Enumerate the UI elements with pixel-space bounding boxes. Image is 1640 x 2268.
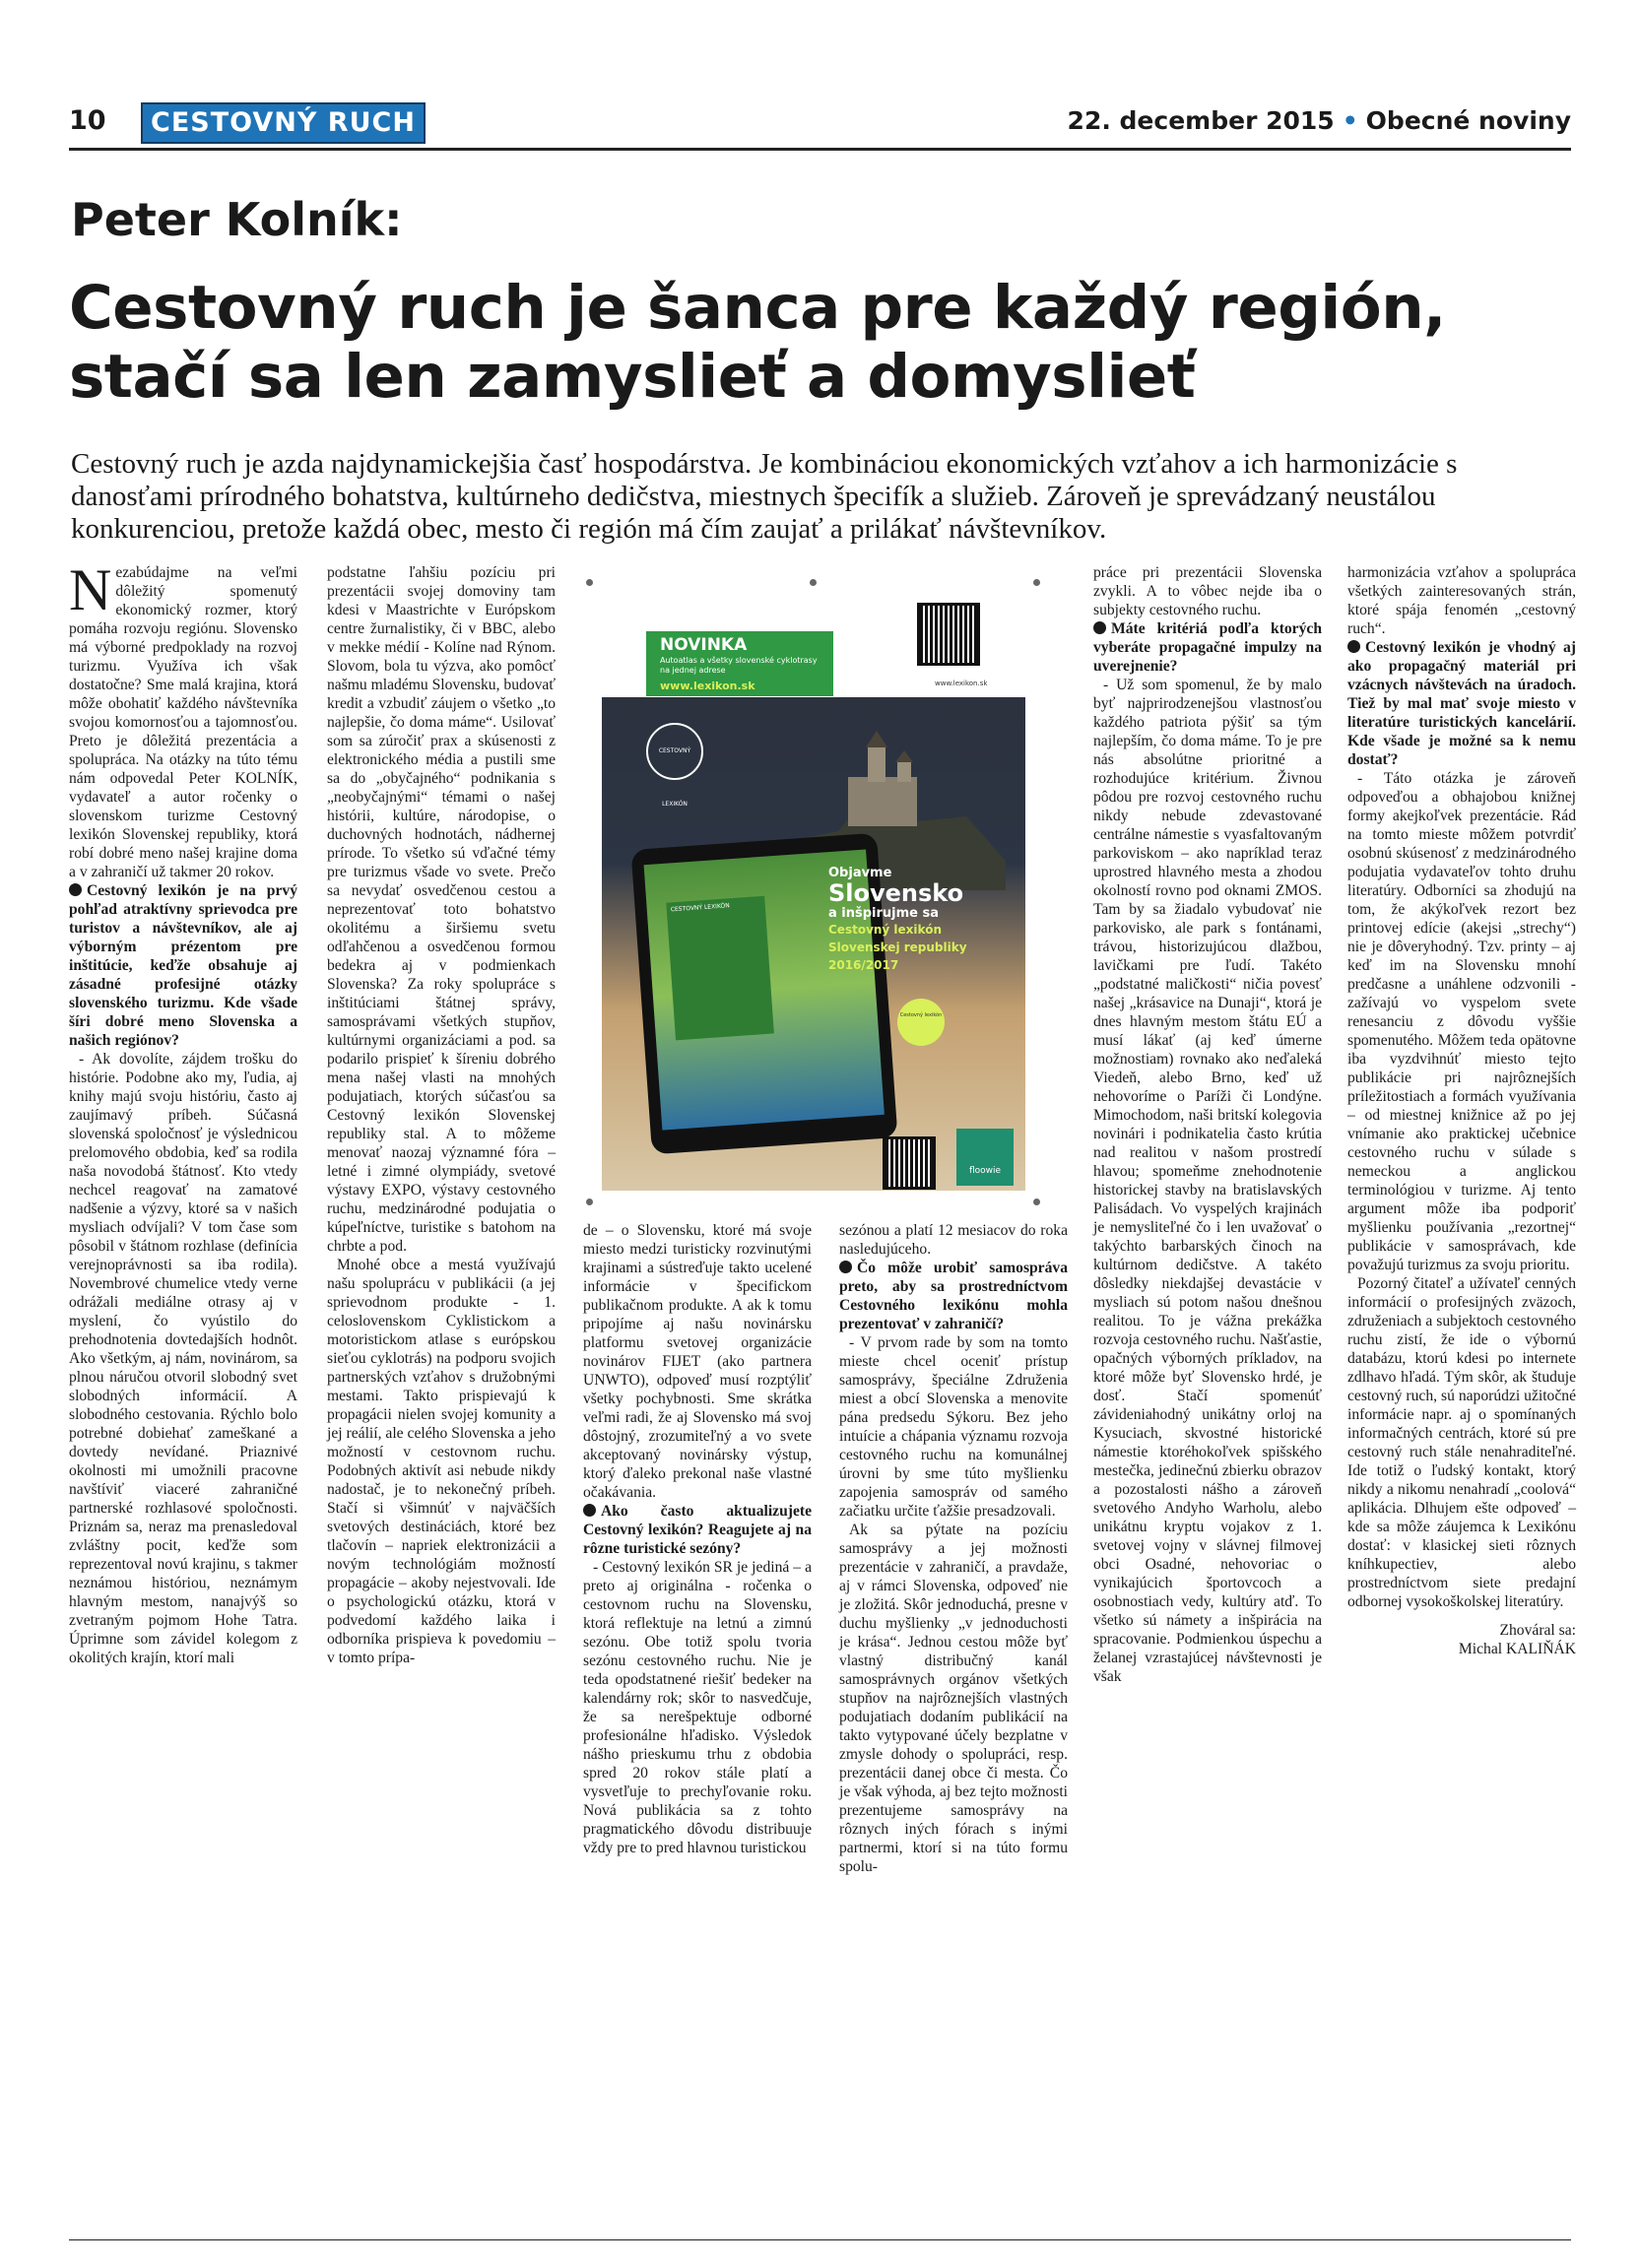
ad-website: www.lexikon.sk	[660, 680, 755, 692]
signature-name: Michal KALIŇÁK	[1458, 1641, 1576, 1657]
body-paragraph: Mnohé obce a mestá využívajú našu spoluprácu v publikácii (a jej sprievodnom produkte - 1. celoslovenskom Cyklistickom a motoristickom atlase s európskou sieťou cyklotrás) na podporu svojich partnerských vzťahov s družobnými mestami. Takto prispievajú k propagácii nielen svojej komunity a jej reálií, ale celého Slovenska a jeho možností v cestovnom ruchu. Podobných aktivít asi nebude nikdy nadostač, je to nekonečný príbeh. Stačí si všimnúť v najväčších svetových destináciách, ktoré bez tlačovín – napriek elektronizácii a novým technológiám možností propagácie – akoby nejestvovali. Ide o psychologickú otázku, ktorá v podvedomí každého laika i odborníka prispieva k povedomiu – v tomto prípa-	[327, 1257, 556, 1666]
answer-paragraph: - Cestovný lexikón SR je jediná – a preto aj originálna - ročenka o cestovnom ruchu na Slovensku, ktorá reflektuje na letnú a zimnú sezónu. Obe totiž spolu tvoria sezónu cestovného ruchu. Nie je teda opodstatnené riešiť bedeker na kalendárny rok; skôr to nasvedčuje, že sa nerešpektuje odborné profesionálne hľadisko. Výsledok nášho prieskumu trhu z obdobia spred 20 rokov stále platí a vysvetľuje to prechyľovanie roku. Nová publikácia sa z tohto pragmatického dôvodu distribuuje vždy pre to pred hlavnou turistickou	[583, 1559, 812, 1856]
floowie-logo: floowie	[956, 1129, 1014, 1186]
bullet-icon	[1093, 621, 1106, 634]
qr-url: www.lexikon.sk	[935, 680, 988, 687]
crop-mark	[586, 579, 593, 586]
page-header	[69, 102, 1571, 142]
lime-badge: Cestovný lexikón	[897, 999, 945, 1046]
ad-slogan	[828, 866, 1006, 974]
author-title: Peter Kolník:	[71, 193, 403, 246]
bullet-icon	[583, 1504, 596, 1517]
lexikon-cover: CESTOVNÝ LEXIKÓN	[666, 896, 774, 1041]
signature	[1347, 1621, 1576, 1658]
dateline	[1068, 106, 1571, 135]
column-4	[839, 1221, 1068, 1876]
advertisement	[586, 579, 1040, 1205]
answer-paragraph: - V prvom rade by som na tomto mieste chcel oceniť prístup samosprávy, špeciálne Združenia miest a obcí Slovenska a menovite pána predsedu Sýkoru. Bez jeho intuície a chápania významu rozvoja cestovného ruchu na komunálnej úrovni by sme túto myšlienku zapojenia samospráv od samého začiatku určite ťažšie presadzovali.	[839, 1334, 1068, 1520]
ad-bottom-area	[602, 1109, 1025, 1191]
headline	[69, 274, 1576, 412]
slogan-slovensko: Slovensko	[828, 879, 964, 907]
body-paragraph: sezónou a platí 12 mesiacov do roka nasledujúceho.	[839, 1222, 1068, 1258]
headline-line-1: Cestovný ruch je šanca pre každý región,	[69, 273, 1446, 343]
slogan-lexikon: Cestovný lexikón Slovenskej republiky 2016/2017	[828, 923, 967, 972]
question-2: Ako často aktualizujete Cestovný lexikón? Reagujete aj na rôzne turistické sezóny?	[583, 1503, 812, 1557]
column-1	[69, 557, 297, 1667]
novinka-subtitle: Autoatlas a všetky slovenské cyklotrasy na jednej adrese	[660, 656, 818, 675]
headline-line-2: stačí sa len zamyslieť a domyslieť	[69, 342, 1196, 412]
answer-paragraph: - Ak dovolíte, zájdem trošku do histórie. Podobne ako my, ľudia, aj knihy majú svoju históriu, často aj zaujímavý príbeh. Súčasná slovenská spoločnosť je výslednicou prelomového obdobia, keď sa rodila naša novodobá štátnosť. Kto vtedy nechcel reagovať na zamatové nadšenie a výzvy, ktoré sa v našich mysliach odvíjali? V tom čase som pôsobil v štátnom rozhlase (definícia verejnoprávnosti sa iba rodila). Novembrové chumelice vtedy verne odrážali mediálne otrasy aj v myslení, čo vyústilo do prehodnotenia dovtedajších hodnôt. Ako všetkým, aj nám, novinárom, sa plnou náručou otvoril slobodný svet slobodných informácií. A slobodného cestovania. Rýchlo bolo potrebné dobiehať zameškané a dovtedy nevídané. Priaznivé okolnosti mi umožnili pracovne navštíviť viaceré zahraničné partnerské rozhlasové spoločnosti. Priznám sa, neraz ma prenasledoval zvláštny pocit, keďže som reprezentoval novú krajinu, s takmer neznámou históriou, neznámym hlavným mestom, nanajvýš so zvetraným pojmom Hohe Tatra. Úprimne som závidel kolegom z okolitých krajín, ktorí mali	[69, 1051, 297, 1666]
ad-top-area	[602, 595, 1025, 697]
column-3	[583, 1221, 812, 1857]
crop-mark	[1033, 1199, 1040, 1205]
question-4: Máte kritériá podľa ktorých vyberáte propagačné impulzy na uverejnenie?	[1093, 620, 1322, 675]
header-rule	[69, 148, 1571, 151]
separator-dot: •	[1342, 106, 1358, 135]
body-paragraph: Pozorný čitateľ a užívateľ cenných informácií o profesijných zväzoch, združeniach a subjektoch cestovného ruchu zistí, že ide o výbornú databázu, ktorú kdesi po internete zdlhavo hľadá. Tým skôr, ak študuje cestovný ruch, sú naporúdzi užitočné informácie napr. aj o spomínaných informačných centrách, ktoré sú pre cestovný ruch stále nenahraditeľné. Ide totiž o ľudský kontakt, ktorý nikdy a nikomu nenahradí „coolová“ aplikácia. Dlhujem ešte odpoveď – kde sa môže záujemca k Lexikónu dostať: v klasickej sieti rôznych kníhkupectiev, alebo prostredníctvom siete predajní odbornej vysokoškolskej literatúry.	[1347, 1275, 1576, 1610]
answer-paragraph: - Už som spomenul, že by malo byť najprirodzenejšou vlastnosťou každého patriota pýšiť sa tým najlepším, čo doma máme. To je pre nás absolútne prioritné a rozhodujúce kritérium. Živnou pôdou pre rozvoj cestovného ruchu nikdy nebude zdevastované centrálne námestie s vyasfaltovaným parkoviskom – ako napríklad teraz uprostred hlavného mesta a zhodou okolností rovno pod oknami ZMOS. Tam by sa žiadalo vybudovať nie parkovisko, ale park s fontánami, trávou, historizujúcou dlažbou, lavičkami pre ľudí. Takéto „podstatné maličkosti“ ničia povesť našej „krásavice na Dunaji“, ktorá je dnes hlavným mestom štátu EÚ a musí lákať (aj keď úmerne možnostiam) rovnako ako neďaleká Viedeň, alebo Brno, keď už nehovoríme o Paríži či Londýne. Mimochodom, naši britskí kolegovia novinári i podnikatelia často krútia nad realitou v našom prostredí hlavou; spomeňme znehodnotenie historickej stavby na bratislavských Palisádach. Vo vyspelých krajinách je nemysliteľné čo i len uvažovať o takýchto barbarských činoch na kultúrnom dedičstve. A takéto dôsledky niekdajšej devastácie v mysliach sú potom našou dnešnou realitou. To je vážna prekážka rozvoja cestovného ruchu. Našťastie, opačných výborných príkladov, na ktoré môže byť Slovensko hrdé, je dosť. Stačí spomenúť závideniahodný unikátny orloj na Kysuciach, skvostné historické námestie ktoréhokoľvek spišského mestečka, jedinečnú zbierku obrazov a pozostalosti nášho a zároveň svetového Andyho Warholu, alebo unikátnu kryptu vojakov z 1. svetovej vojny v slávnej filmovej obci Osadné, nehovoriac o vynikajúcich športovcoch a osobnostiach vedy, kultúry atď. To všetko sú námety a inšpirácia na spracovanie. Podmienkou úspechu a želanej vzrastajúcej návštevnosti je však	[1093, 677, 1322, 1685]
column-6	[1347, 563, 1576, 1658]
novinka-banner	[646, 631, 833, 696]
qr-code-icon	[883, 1136, 936, 1190]
bullet-icon	[1347, 640, 1360, 653]
answer-paragraph: - Táto otázka je zároveň odpoveďou a obhajobou knižnej formy akejkoľvek prezentácie. Rád na tomto mieste môžem potvrdiť osobnú skúsenosť z medzinárodného podujatia vydavateľov tohto druhu literatúry. Odborníci sa zhodujú na tom, že akýkoľvek rezort bez printovej edície (akejsi „strechy“) nie je dôveryhodný. Tzv. printy – aj keď im na Slovensku mnohí predčasne a unáhlene odzvonili - zažívajú vo vyspelom svete renesanciu z dôvodu vyššie spomenutého. Môžem teda opätovne iba vyzdvihnúť miesto tejto publikácie pri najrôznejších príležitostiach a formách využívania – od miestnej knižnice až po jej vnímanie ako praktickej učebnice cestovného ruchu v súlade s nemeckou a anglickou terminológiou v turizme. Aj tento argument môže iba podporiť myšlienku používania „rezortnej“ publikácie v samosprávach, kde považujú turizmus za svoju prioritu.	[1347, 770, 1576, 1273]
section-label: CESTOVNÝ RUCH	[141, 102, 426, 144]
body-paragraph: Ak sa pýtate na pozíciu samosprávy a jej možnosti prezentácie v zahraničí, a pravdaže, aj v rámci Slovenska, odpoveď nie je zložitá. Skôr jednoduchá, presne v duchu myšlienky „v jednoduchosti je krása“. Jednou cestou môže byť vlastný distribučný kanál samosprávnych orgánov všetkých stupňov na najrôznejších vlastných podujatiach dodaním publikácií na takto vytypované účely bezplatne v zmysle dohody o spolupráci, resp. prezentácii danej obce či mesta. Čo je však výhoda, aj bez tejto možnosti prezentujeme samosprávy na rôznych iných fórach s inými partnermi, ktorí si na túto formu spolu-	[839, 1522, 1068, 1875]
question-5: Cestovný lexikón je vhodný aj ako propagačný materiál pri vzácnych návštevách na úradoch. Tiež by mal mať svoje miesto v literatúre turistických kancelárií. Kde všade je možné sa k nemu dostať?	[1347, 639, 1576, 768]
body-paragraph: de – o Slovensku, ktoré má svoje miesto medzi turisticky rozvinutými krajinami a sústreďuje takto ucelené informácie v špecifickom publikačnom produkte. A ak k tomu pripojíme aj našu novinársku platformu svetovej organizácie novinárov FIJET (ako partnera UNWTO), odpoveď musí rozptýliť všetky pochybnosti. Sme skrátka veľmi radi, že aj Slovensko má svoj dôstojný, zrozumiteľný a vo svete akceptovaný novinársky výstup, ktorý ďaleko prekonal naše vlastné očakávania.	[583, 1222, 812, 1501]
lexikon-seal: CESTOVNÝ LEXIKÓN	[646, 723, 703, 780]
bullet-icon	[69, 883, 82, 896]
body-paragraph: harmonizácia vzťahov a spolupráca všetkých zainteresovaných strán, ktoré spája fenomén „cestovný ruch“.	[1347, 564, 1576, 637]
column-2	[327, 563, 556, 1667]
question-3: Čo môže urobiť samospráva preto, aby sa prostredníctvom Cestovného lexikónu mohla prezentovať v zahraničí?	[839, 1260, 1068, 1332]
lead-paragraph: Cestovný ruch je azda najdynamickejšia časť hospodárstva. Je kombináciou ekonomických vzťahov a ich harmonizácie s danosťami prírodného bohatstva, kultúrneho dedičstva, miestnych špecifík a služieb. Zároveň je sprevádzaný neustálou konkurenciou, pretože každá obec, mesto či región má čím zaujať a prilákať návštevníkov.	[71, 448, 1458, 545]
page-number: 10	[69, 105, 106, 136]
slogan-objavme: Objavme	[828, 866, 892, 880]
ad-panel	[602, 595, 1025, 1191]
question-1: Cestovný lexikón je na prvý pohľad atraktívny sprievodca pre turistov a návštevníkov, ale aj výborným prézentom pre inštitúcie, keďže obsahuje aj zásadné profesijné otázky slovenského turizmu. Kde všade šíri dobré meno Slovenska a našich regiónov?	[69, 882, 297, 1049]
column-5	[1093, 563, 1322, 1686]
publication-name: Obecné noviny	[1365, 106, 1571, 135]
slogan-inspirujme: a inšpirujme sa	[828, 906, 940, 921]
body-paragraph: práce pri prezentácii Slovenska zvykli. A to vôbec nejde iba o subjekty cestovného ruchu.	[1093, 564, 1322, 618]
crop-mark	[1033, 579, 1040, 586]
drop-cap: N	[69, 557, 112, 622]
qr-code-icon	[917, 603, 980, 666]
bullet-icon	[839, 1261, 852, 1273]
footer-rule	[69, 2239, 1571, 2240]
intro-paragraph: Nezabúdajme na veľmi dôležitý spomenutý ekonomický rozmer, ktorý pomáha rozvoju regiónu. Slovensko má výborné predpoklady na rozvoj turizmu. Využíva ich však dostatočne? Sme malá krajina, ktorá môže obohatiť každého návštevníka svojou komornosťou a tajomnosťou. Preto je dôležitá prezentácia a spolupráca. Na otázky na túto tému nám odpovedal Peter KOLNÍK, vydavateľ a autor ročenky o slovenskom turizme Cestovný lexikón Slovenskej republiky, ktorá robí dobré meno našej krajine doma a v zahraničí už takmer 20 rokov.	[69, 557, 297, 880]
novinka-label: NOVINKA	[660, 635, 748, 655]
body-paragraph: podstatne ľahšiu pozíciu pri prezentácii svojej domoviny tam kdesi v Maastrichte v Európskom centre žurnalistiky, či v BBC, alebo v mekke médií - Kolíne nad Rýnom. Slovom, bola tu výzva, ako pomôcť našmu mladému Slovensku, budovať kredit a vzbudiť záujem o všetko „to najlepšie, čo doma máme“. Usilovať som sa zúročiť prax a skúsenosti z elektronického média a pustili sme sa do „obyčajného“ podnikania s „neobyčajnými“ témami o našej histórii, kultúre, národopise, o duchovných hodnotách, nádhernej prírode. To všetko sú vďačné témy pre turizmus všade vo svete. Prečo sa nevydať osvedčenou cestou a neprezentovať toto bohatstvo okolitému a širšiemu svetu odľahčenou a osvedčenou formou bedekra aj v podmienkach Slovenska? Za roky spolupráce s inštitúciami štátnej správy, samosprávami všetkých stupňov, kultúrnymi organizáciami a pod. sa podarilo prispieť k šíreniu dobrého mena našej vlasti na mnohých podujatiach, ktorých súčasťou sa Cestovný lexikón Slovenskej republiky stal. A to môžeme menovať naozaj významné fóra – letné i zimné olympiády, svetové výstavy EXPO, výstavy cestovného ruchu, medzinárodné podujatia o kúpeľníctve, turistike s batohom na chrbte a pod.	[327, 564, 556, 1255]
crop-mark	[810, 579, 817, 586]
signature-label: Zhováral sa:	[1499, 1622, 1576, 1639]
issue-date: 22. december 2015	[1067, 106, 1335, 135]
crop-mark	[586, 1199, 593, 1205]
